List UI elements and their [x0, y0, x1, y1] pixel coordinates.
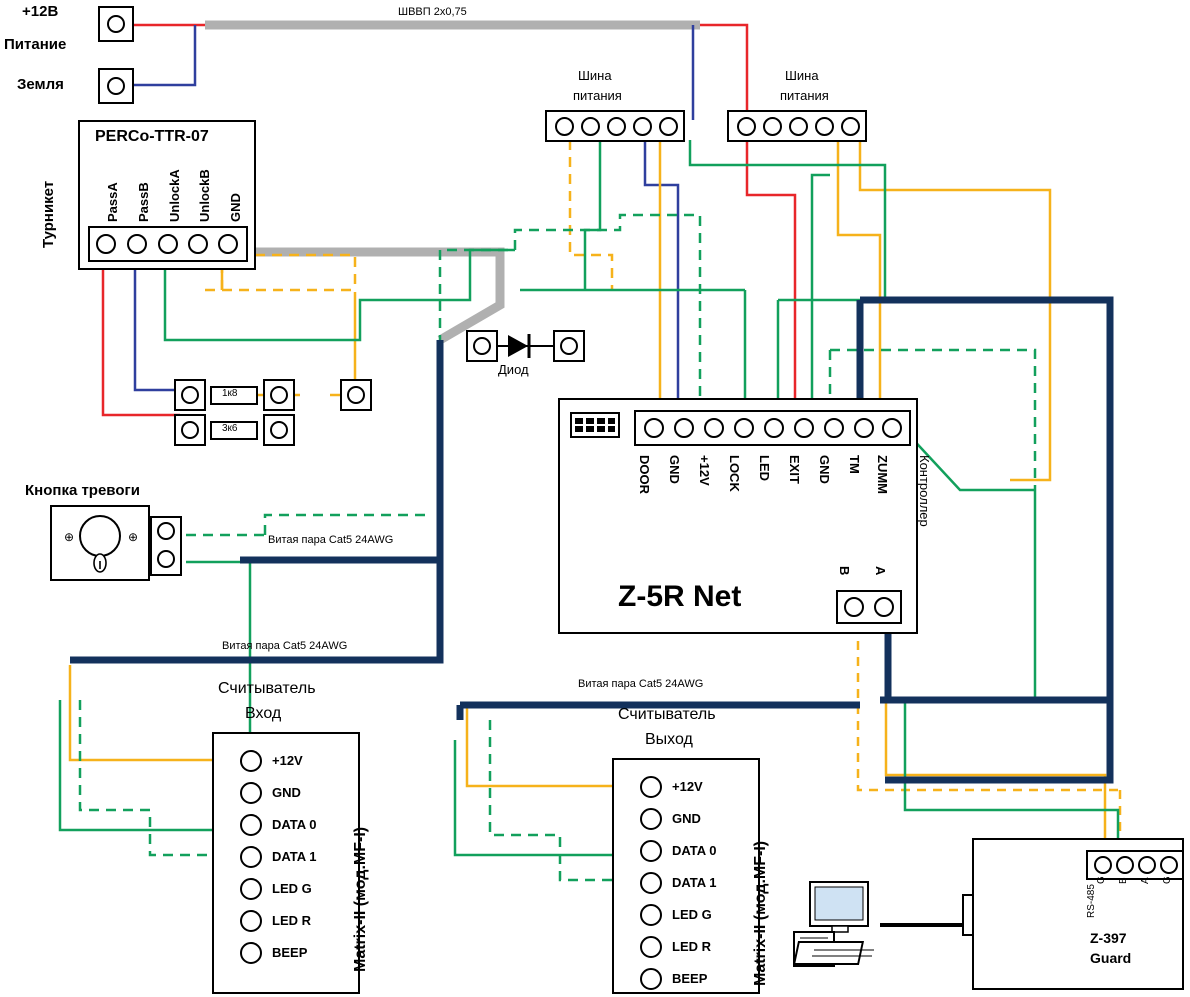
- turnstile-model: PERCo-TTR-07: [95, 128, 209, 145]
- label-ground: Земля: [17, 76, 64, 93]
- reader-out-model: Matrix-II (мод.MF-I): [752, 840, 769, 986]
- turnstile-terminal-label-gnd: GND: [228, 193, 243, 222]
- turnstile-terminal-label-unlockb: UnlockB: [197, 169, 212, 222]
- reader-in-terminal-ledr: [240, 910, 262, 932]
- turnstile-terminal-label-unlocka: UnlockA: [167, 169, 182, 222]
- resistor2-terminal-right: [263, 414, 295, 446]
- reader-in-terminal-12v: [240, 750, 262, 772]
- controller-rs485-strip: [836, 590, 902, 624]
- reader-in-terminal-beep: [240, 942, 262, 964]
- resistor2-value: 3к6: [222, 423, 238, 434]
- reader-out-label-beep: BEEP: [672, 971, 708, 986]
- reader-in-terminal-data0: [240, 814, 262, 836]
- label-bus-left-line1: Шина: [578, 68, 612, 83]
- controller-terminal-label-gnd1: GND: [667, 455, 682, 484]
- diode-symbol: [496, 330, 556, 364]
- power-bus-right: [727, 110, 867, 142]
- resistor1-terminal-left: [174, 379, 206, 411]
- power-terminal-plus12v: [98, 6, 134, 42]
- resistor-junction-terminal: [340, 379, 372, 411]
- reader-out-label-gnd: GND: [672, 811, 701, 826]
- converter-label-g2: G: [1162, 876, 1173, 884]
- reader-out-terminal-data1: [640, 872, 662, 894]
- controller-terminal-label-led: LED: [757, 455, 772, 481]
- controller-terminal-strip: [634, 410, 911, 446]
- converter-label-a: A: [1140, 877, 1151, 884]
- converter-label-b: B: [1118, 877, 1129, 884]
- converter-label-g1: G: [1096, 876, 1107, 884]
- svg-text:⊕: ⊕: [128, 530, 139, 544]
- turnstile-terminal-strip: [88, 226, 248, 262]
- resistor1-terminal-right: [263, 379, 295, 411]
- reader-in-model: Matrix-II (мод.MF-I): [352, 826, 369, 972]
- controller-terminal-label-zumm: ZUMM: [875, 455, 890, 494]
- alarm-button-terminals: [150, 516, 182, 576]
- label-power-plus12v: +12В: [22, 3, 59, 20]
- resistor1-value: 1к8: [222, 388, 238, 399]
- label-diode: Диод: [498, 362, 529, 377]
- resistor2-terminal-left: [174, 414, 206, 446]
- reader-in-title-line1: Считыватель: [218, 680, 316, 697]
- reader-in-terminal-gnd: [240, 782, 262, 804]
- converter-name-line2: Guard: [1090, 950, 1132, 966]
- reader-out-title-line1: Считыватель: [618, 706, 716, 723]
- label-turnstile: Турникет: [40, 180, 57, 248]
- reader-out-label-12v: +12V: [672, 779, 703, 794]
- label-twisted-pair-reader-in: Витая пара Cat5 24AWG: [222, 640, 348, 652]
- reader-out-label-ledr: LED R: [672, 939, 711, 954]
- reader-in-label-beep: BEEP: [272, 945, 308, 960]
- reader-in-label-ledg: LED G: [272, 881, 312, 896]
- reader-out-terminal-ledr: [640, 936, 662, 958]
- alarm-button-graphic: [50, 505, 150, 581]
- controller-terminal-label-door: DOOR: [637, 455, 652, 494]
- reader-out-terminal-12v: [640, 776, 662, 798]
- label-bus-right-line2: питания: [780, 88, 829, 103]
- label-power: Питание: [4, 36, 67, 53]
- reader-in-terminal-data1: [240, 846, 262, 868]
- label-alarm-button: Кнопка тревоги: [25, 482, 140, 499]
- reader-out-title-line2: Выход: [645, 731, 693, 748]
- diode-terminal-left: [466, 330, 498, 362]
- power-bus-left: [545, 110, 685, 142]
- computer-icon: [792, 880, 892, 970]
- reader-in-title-line2: Вход: [245, 705, 282, 722]
- reader-in-label-data0: DATA 0: [272, 817, 317, 832]
- controller-terminal-label-lock: LOCK: [727, 455, 742, 492]
- reader-in-label-12v: +12V: [272, 753, 303, 768]
- controller-rs485-label-a: A: [873, 566, 888, 576]
- diode-terminal-right: [553, 330, 585, 362]
- svg-text:⊕: ⊕: [64, 530, 75, 544]
- reader-out-label-ledg: LED G: [672, 907, 712, 922]
- controller-terminal-label-12v: +12V: [697, 455, 712, 486]
- reader-in-label-ledr: LED R: [272, 913, 311, 928]
- reader-out-label-data1: DATA 1: [672, 875, 717, 890]
- label-cable-shvvp: ШВВП 2х0,75: [398, 6, 467, 18]
- label-bus-right-line1: Шина: [785, 68, 819, 83]
- reader-in-terminal-ledg: [240, 878, 262, 900]
- label-twisted-pair-reader-out: Витая пара Cat5 24AWG: [578, 678, 704, 690]
- reader-out-terminal-ledg: [640, 904, 662, 926]
- reader-out-terminal-gnd: [640, 808, 662, 830]
- label-bus-left-line2: питания: [573, 88, 622, 103]
- controller-rs485-label-b: B: [837, 566, 852, 576]
- controller-dip-switch: [570, 412, 620, 438]
- controller-terminal-label-tm: TM: [847, 455, 862, 474]
- turnstile-terminal-label-passa: PassA: [105, 182, 120, 222]
- reader-in-label-data1: DATA 1: [272, 849, 317, 864]
- power-terminal-ground: [98, 68, 134, 104]
- controller-name: Z-5R Net: [618, 580, 742, 613]
- controller-terminal-label-exit: EXIT: [787, 455, 802, 484]
- reader-out-label-data0: DATA 0: [672, 843, 717, 858]
- turnstile-terminal-label-passb: PassB: [136, 182, 151, 222]
- converter-rs485-label: RS-485: [1086, 884, 1097, 918]
- reader-out-terminal-beep: [640, 968, 662, 990]
- label-controller: Контроллер: [917, 455, 932, 527]
- reader-out-terminal-data0: [640, 840, 662, 862]
- converter-name-line1: Z-397: [1090, 930, 1127, 946]
- label-twisted-pair-alarm: Витая пара Cat5 24AWG: [268, 534, 394, 546]
- controller-terminal-label-gnd2: GND: [817, 455, 832, 484]
- reader-in-label-gnd: GND: [272, 785, 301, 800]
